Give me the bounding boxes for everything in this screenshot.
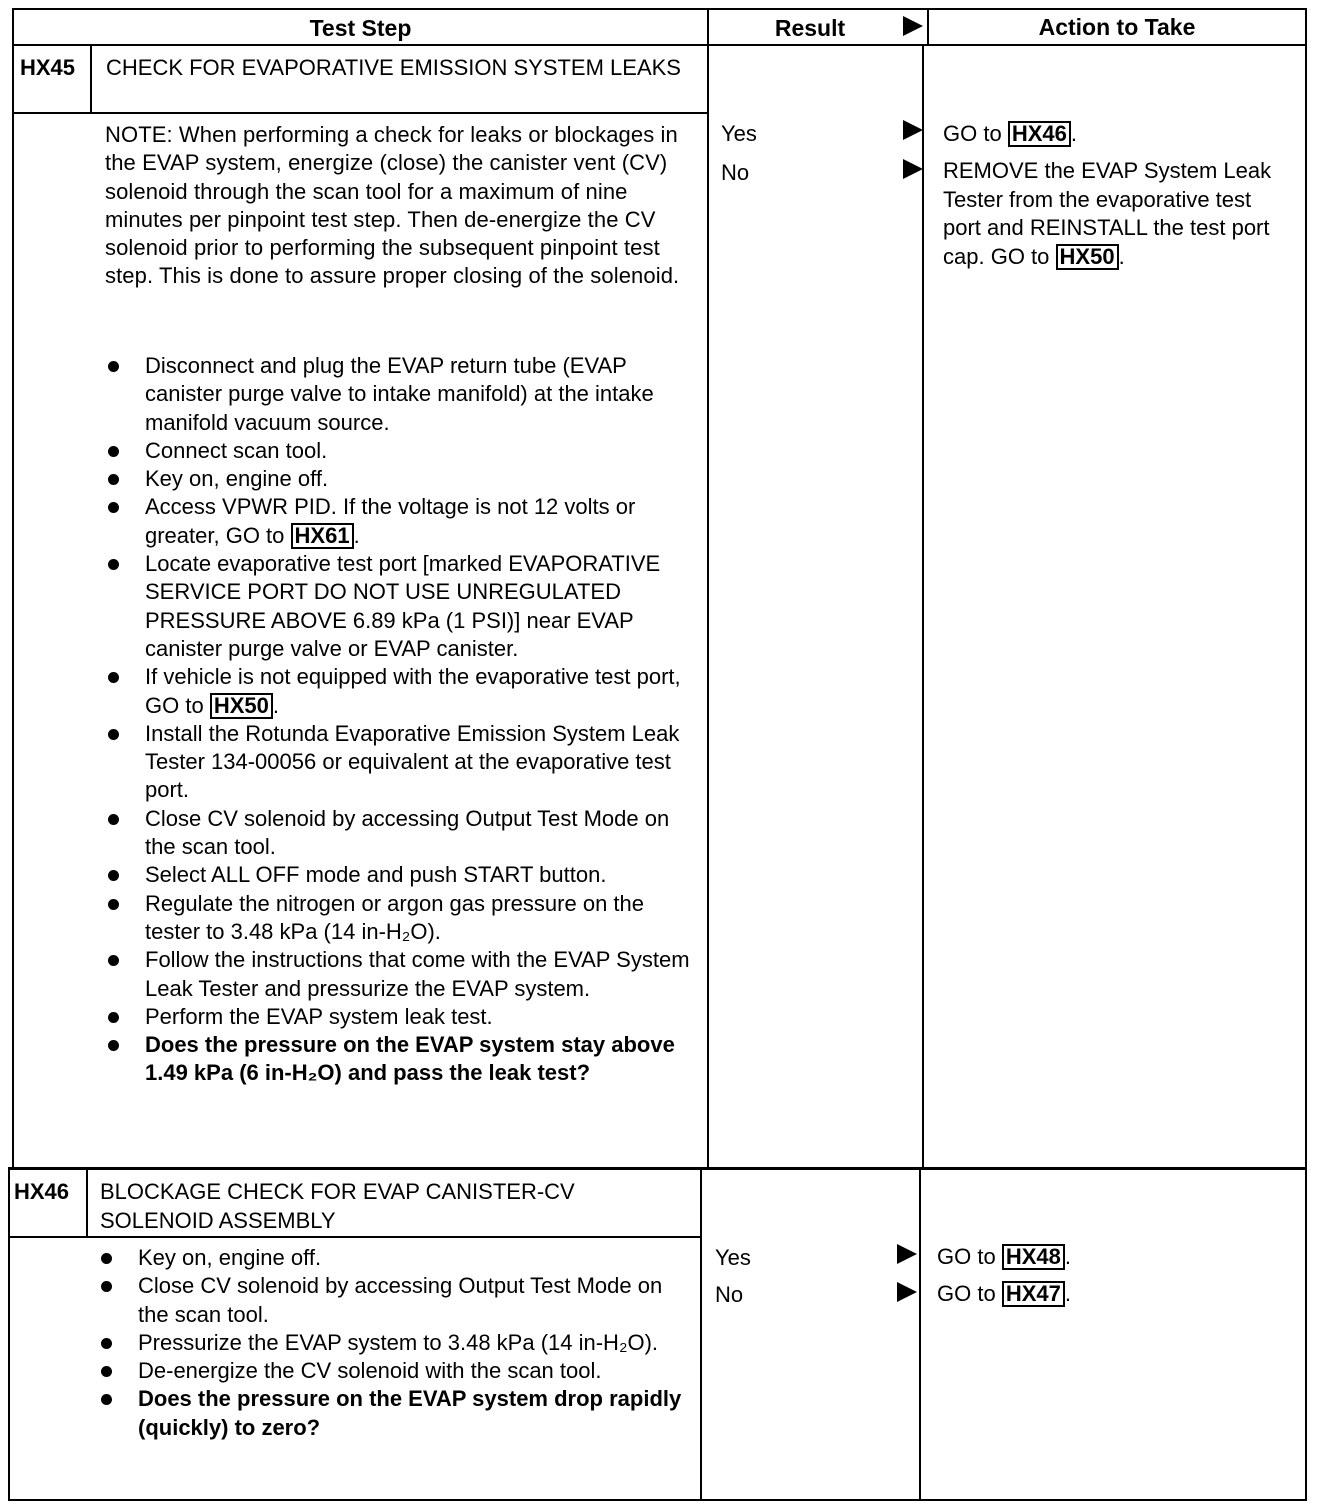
bullet-icon xyxy=(101,1366,112,1377)
step-id-hx45: HX45 xyxy=(20,55,76,80)
action-no-hx45: REMOVE the EVAP System Leak Tester from the evaporative test port and REINSTALL the test port cap. GO to HX50 . xyxy=(943,158,1272,269)
left-border-upper xyxy=(12,8,14,1170)
bullet-list-hx45 xyxy=(105,352,695,1088)
hx45-id-divider xyxy=(90,44,92,114)
right-border xyxy=(1305,8,1307,1501)
result-left-border-upper xyxy=(707,8,709,1170)
step-ref-link[interactable]: HX48 xyxy=(1002,1244,1065,1270)
bullet-icon xyxy=(108,899,119,910)
result-left-border-lower xyxy=(700,1167,702,1501)
list-item: Disconnect and plug the EVAP return tube (EVAP canister purge valve to intake manifold) at the intake manifold vacuum source. xyxy=(105,352,695,437)
list-item: Follow the instructions that come with the EVAP System Leak Tester and pressurize the EVAP system. xyxy=(105,946,695,1003)
action-no-hx46: GO to HX47 . xyxy=(937,1281,1071,1306)
step-ref-link[interactable]: HX50 xyxy=(1056,244,1119,270)
bullet-icon xyxy=(108,559,119,570)
list-item: Select ALL OFF mode and push START button. xyxy=(105,861,695,889)
hx46-id-divider xyxy=(86,1167,88,1238)
list-item: Close CV solenoid by accessing Output Test Mode on the scan tool. xyxy=(105,805,695,862)
list-item: Key on, engine off. xyxy=(98,1244,688,1272)
result-no-hx46: No xyxy=(715,1282,744,1307)
step-ref-link[interactable]: HX61 xyxy=(291,523,354,549)
hx45-title-border xyxy=(12,112,709,114)
header-bottom-border xyxy=(12,44,1307,46)
list-item: Install the Rotunda Evaporative Emission System Leak Tester 134-00056 or equivalent at the evaporative test port. xyxy=(105,720,695,805)
bullet-icon xyxy=(108,1012,119,1023)
list-item: Connect scan tool. xyxy=(105,437,695,465)
hx46-title-border xyxy=(8,1236,701,1238)
bullet-icon xyxy=(101,1253,112,1264)
step-ref-link[interactable]: HX47 xyxy=(1002,1281,1065,1307)
table-top-border xyxy=(12,8,1307,10)
bullet-icon xyxy=(108,474,119,485)
result-arrow-icon xyxy=(897,1282,917,1302)
list-item: Pressurize the EVAP system to 3.48 kPa (14 in-H₂O). xyxy=(98,1329,688,1357)
result-arrow-icon xyxy=(897,1244,917,1264)
bullet-icon xyxy=(108,1040,119,1051)
list-item: Key on, engine off. xyxy=(105,465,695,493)
step-ref-link[interactable]: HX46 xyxy=(1008,121,1071,147)
list-item: Locate evaporative test port [marked EVAPORATIVE SERVICE PORT DO NOT USE UNREGULATED PRESSURE ABOVE 6.89 kPa (1 PSI)] near EVAP canister purge valve or EVAP canister. xyxy=(105,550,695,663)
left-border-lower xyxy=(8,1167,10,1501)
header-result: Result xyxy=(774,15,846,41)
bullet-icon xyxy=(101,1338,112,1349)
list-item: Access VPWR PID. If the voltage is not 12 volts or greater, GO to HX61 . xyxy=(105,493,695,550)
note-hx45: NOTE: When performing a check for leaks or blockages in the EVAP system, energize (close) the canister vent (CV) solenoid through the scan tool for a maximum of nine minutes per pinpoint test step. Then de-energize the CV solenoid prior to performing the subsequent pinpoint test step. This is done to assure proper closing of the solenoid. xyxy=(105,122,680,289)
list-item: Does the pressure on the EVAP system stay above 1.49 kPa (6 in-H₂O) and pass the leak test? xyxy=(105,1031,695,1088)
bullet-icon xyxy=(101,1394,112,1405)
action-left-border-upper xyxy=(922,44,924,1170)
hx46-top-border xyxy=(8,1167,1306,1170)
bullet-list-hx46 xyxy=(98,1244,688,1442)
bullet-icon xyxy=(108,361,119,372)
bullet-icon xyxy=(108,672,119,683)
header-action: Action to Take xyxy=(1038,14,1196,40)
result-no-hx45: No xyxy=(721,160,750,185)
list-item: If vehicle is not equipped with the evaporative test port, GO to HX50 . xyxy=(105,663,695,720)
result-yes-hx46: Yes xyxy=(715,1245,751,1270)
bullet-icon xyxy=(101,1281,112,1292)
table-bottom-border xyxy=(8,1499,1306,1501)
bullet-icon xyxy=(108,814,119,825)
step-title-hx46: BLOCKAGE CHECK FOR EVAP CANISTER-CV SOLENOID ASSEMBLY xyxy=(100,1179,575,1233)
action-left-border-lower xyxy=(919,1167,921,1501)
bullet-icon xyxy=(108,870,119,881)
list-item: Perform the EVAP system leak test. xyxy=(105,1003,695,1031)
list-item: Does the pressure on the EVAP system drop rapidly (quickly) to zero? xyxy=(98,1385,688,1442)
bullet-icon xyxy=(108,502,119,513)
bullet-icon xyxy=(108,955,119,966)
result-arrow-icon xyxy=(903,159,923,179)
list-item: Close CV solenoid by accessing Output Test Mode on the scan tool. xyxy=(98,1272,688,1329)
header-test-step: Test Step xyxy=(309,15,412,41)
header-arrow-icon xyxy=(903,16,923,36)
list-item: Regulate the nitrogen or argon gas pressure on the tester to 3.48 kPa (14 in-H₂O). xyxy=(105,890,695,947)
action-yes-hx46: GO to HX48 . xyxy=(937,1244,1071,1269)
step-id-hx46: HX46 xyxy=(14,1179,70,1204)
action-yes-hx45: GO to HX46 . xyxy=(943,121,1077,146)
result-yes-hx45: Yes xyxy=(721,121,757,146)
bullet-icon xyxy=(108,446,119,457)
list-item: De-energize the CV solenoid with the scan tool. xyxy=(98,1357,688,1385)
bullet-icon xyxy=(108,729,119,740)
step-title-hx45: CHECK FOR EVAPORATIVE EMISSION SYSTEM LEAKS xyxy=(106,55,681,80)
result-arrow-icon xyxy=(903,120,923,140)
step-ref-link[interactable]: HX50 xyxy=(210,693,273,719)
